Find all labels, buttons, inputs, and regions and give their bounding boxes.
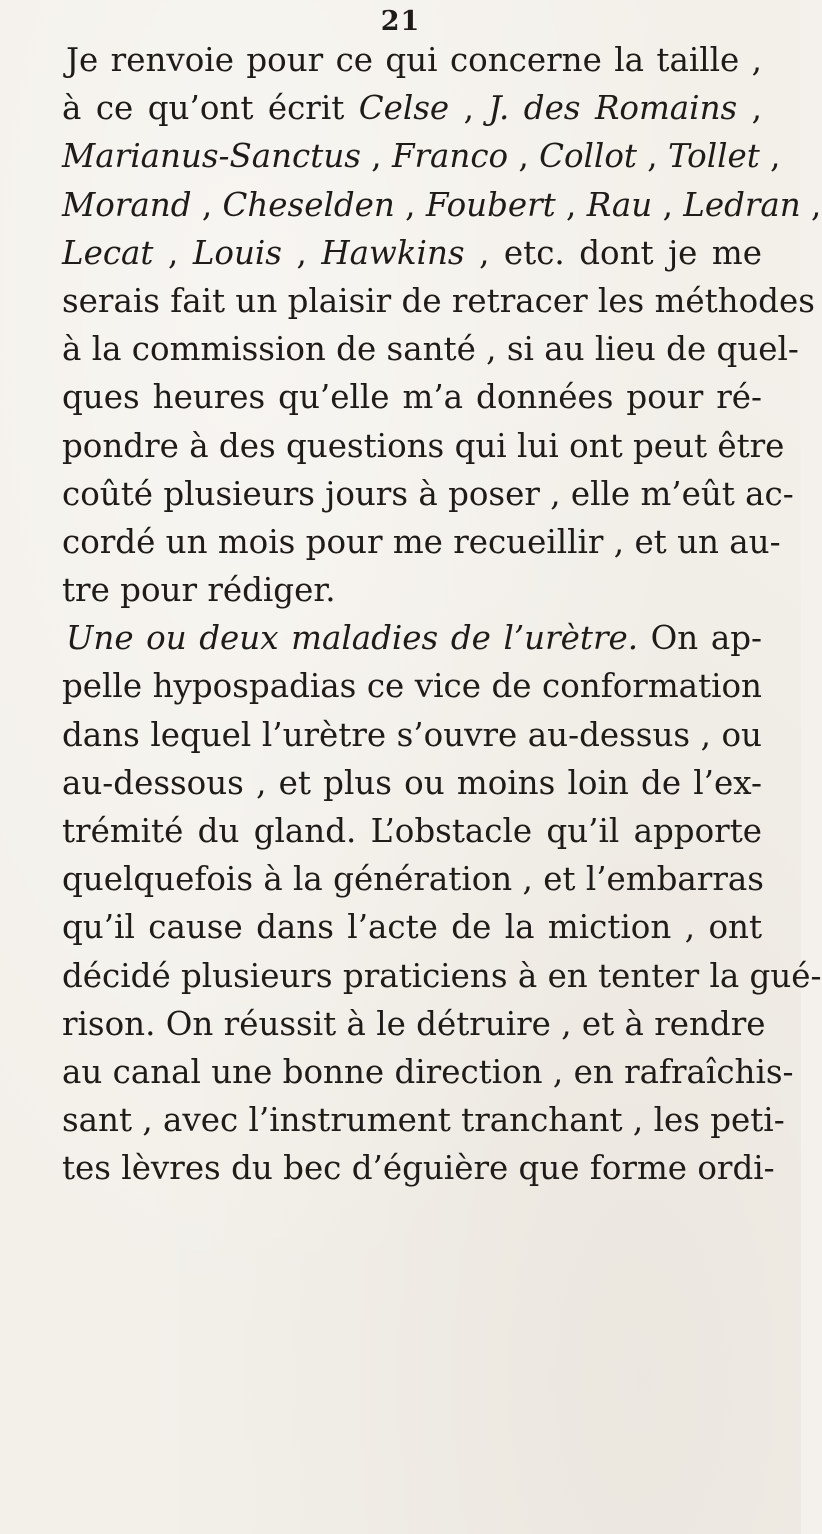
text-segment: tes lèvres du bec d’éguière que forme ordi- — [62, 1149, 775, 1188]
text-segment: quelquefois à la génération , et l’embarras — [62, 860, 764, 899]
text-segment: , — [555, 185, 587, 224]
text-segment: Je renvoie pour ce qui concerne la taille , — [66, 41, 762, 79]
italic-text: Marianus-Sanctus — [62, 137, 361, 176]
text-line — [62, 373, 762, 421]
text-line — [62, 759, 762, 807]
text-segment: serais fait un plaisir de retracer les méthodes — [62, 281, 815, 320]
italic-text: Celse — [358, 89, 450, 128]
text-segment: coûté plusieurs jours à poser , elle m’eût ac- — [62, 474, 794, 513]
text-segment: dans lequel l’urètre s’ouvre au-dessus , ou — [62, 715, 762, 754]
text-segment: , — [281, 233, 322, 272]
italic-text: Franco — [391, 137, 509, 176]
text-segment: sant , avec l’instrument tranchant , les peti- — [62, 1101, 785, 1140]
italic-text: Ledran — [683, 185, 801, 224]
text-line — [62, 36, 762, 84]
text-line — [62, 1048, 794, 1096]
text-line — [62, 662, 762, 710]
text-segment: décidé plusieurs praticiens à en tenter la gué- — [62, 956, 822, 995]
page-number: 21 — [380, 6, 421, 37]
italic-text: Morand — [62, 185, 192, 224]
italic-text: Collot — [539, 137, 637, 176]
text-line — [62, 181, 822, 229]
text-segment: , — [737, 89, 762, 128]
text-segment: au canal une bonne direction , en rafraîchis- — [62, 1052, 794, 1091]
text-line — [62, 855, 762, 903]
text-segment: , etc. dont je me — [464, 233, 762, 272]
text-line — [62, 132, 781, 180]
text-line — [62, 566, 762, 614]
italic-text: J. des Romains — [488, 89, 738, 128]
text-segment: , — [652, 185, 684, 224]
text-line — [62, 277, 815, 325]
text-segment: ques heures qu’elle m’a données pour ré- — [62, 378, 762, 417]
italic-text: Rau — [586, 185, 653, 224]
text-segment: , — [191, 185, 223, 224]
text-segment: , — [360, 137, 392, 176]
text-line — [62, 1000, 766, 1048]
italic-text: Lecat — [62, 233, 154, 272]
text-segment: qu’il cause dans l’acte de la miction , ont — [62, 908, 762, 947]
text-line — [62, 422, 785, 470]
text-line — [62, 1096, 785, 1144]
text-line — [62, 84, 762, 132]
text-segment: au-dessous , et plus ou moins loin de l’ex- — [62, 763, 762, 802]
italic-text: Cheselden — [222, 185, 395, 224]
text-line — [62, 903, 762, 951]
text-line — [62, 325, 799, 373]
text-line — [62, 614, 762, 662]
text-line — [62, 1144, 775, 1192]
italic-text: Louis — [192, 233, 282, 272]
text-segment: , — [394, 185, 426, 224]
text-segment: , — [636, 137, 668, 176]
text-line — [62, 807, 762, 855]
text-segment: tre pour rédiger. — [62, 571, 336, 610]
text-segment: , — [800, 185, 822, 224]
text-line — [62, 229, 762, 277]
text-segment: pondre à des questions qui lui ont peut être — [62, 426, 785, 465]
text-line — [62, 470, 794, 518]
text-segment: à ce qu’ont écrit — [62, 89, 359, 128]
text-segment: cordé un mois pour me recueillir , et un au- — [62, 522, 781, 561]
text-segment: , — [449, 89, 489, 128]
text-segment: , — [759, 137, 781, 176]
text-line — [62, 518, 781, 566]
text-segment: à la commission de santé , si au lieu de quel- — [62, 330, 799, 369]
italic-text: Une ou deux maladies de l’urètre. — [66, 619, 639, 658]
text-segment: trémité du gland. L’obstacle qu’il apporte — [62, 812, 762, 850]
text-line — [62, 711, 762, 759]
italic-text: Foubert — [425, 185, 556, 224]
text-segment: On ap- — [638, 619, 762, 658]
italic-text: Hawkins — [321, 233, 465, 272]
text-segment: rison. On réussit à le détruire , et à rendre — [62, 1004, 766, 1043]
body-text — [62, 36, 822, 1193]
italic-text: Tollet — [667, 137, 760, 176]
text-line — [62, 952, 822, 1000]
text-segment: , — [153, 233, 193, 272]
text-segment: pelle hypospadias ce vice de conformation — [62, 667, 762, 706]
text-segment: , — [508, 137, 540, 176]
